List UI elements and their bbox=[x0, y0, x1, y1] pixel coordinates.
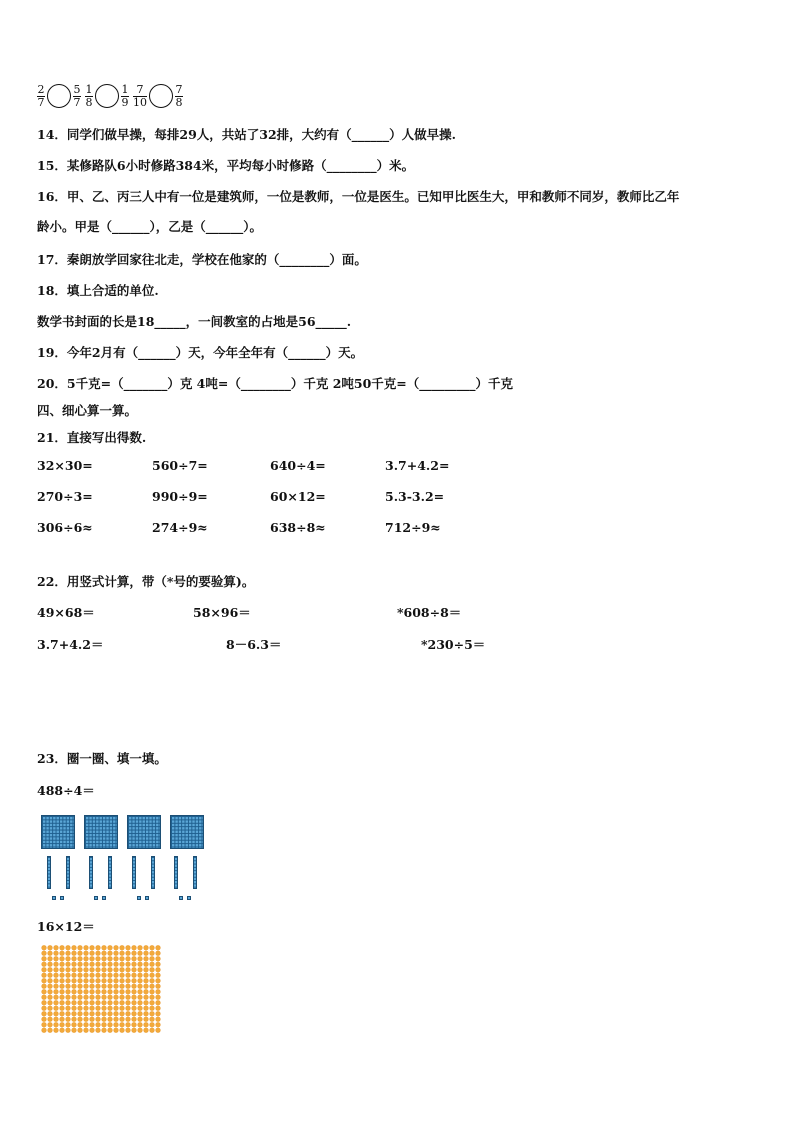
fraction: $\frac{1}{8}$ bbox=[85, 82, 93, 109]
unit-cube bbox=[187, 896, 191, 900]
calc-item: 990÷9= bbox=[152, 489, 208, 504]
fraction: $\frac{1}{9}$ bbox=[121, 82, 129, 109]
unit-cube bbox=[60, 896, 64, 900]
question-20: 20．5千克=（_______）克 4吨=（________）千克 2吨50千克=（_________）千克 bbox=[37, 376, 514, 391]
fraction: $\frac{7}{10}$ bbox=[133, 82, 147, 109]
question-18-title: 18．填上合适的单位. bbox=[37, 283, 159, 298]
question-23-title: 23．圈一圈、填一填。 bbox=[37, 751, 167, 766]
vertical-calc-item: *230÷5＝ bbox=[421, 637, 486, 652]
unit-cube bbox=[145, 896, 149, 900]
question-16-line1: 16．甲、乙、丙三人中有一位是建筑师，一位是教师，一位是医生。已知甲比医生大，甲和教师不同岁，教师比乙年 bbox=[37, 189, 680, 204]
vertical-calc-item: 58×96＝ bbox=[193, 605, 251, 620]
fraction-compare-row bbox=[37, 78, 183, 114]
compare-circle[interactable] bbox=[149, 84, 173, 108]
unit-cube bbox=[52, 896, 56, 900]
dot-array-figure bbox=[41, 945, 161, 1033]
vertical-calc-item: 49×68＝ bbox=[37, 605, 95, 620]
question-14: 14．同学们做早操，每排29人，共站了32排，大约有（______）人做早操. bbox=[37, 127, 457, 142]
question-18-body: 数学书封面的长是18_____，一间教室的占地是56_____. bbox=[37, 314, 352, 329]
calc-item: 3.7+4.2= bbox=[385, 458, 450, 473]
calc-item: 60×12= bbox=[270, 489, 326, 504]
calc-item: 306÷6≈ bbox=[37, 520, 93, 535]
unit-cube bbox=[102, 896, 106, 900]
fraction: $\frac{5}{7}$ bbox=[73, 82, 81, 109]
ten-rod bbox=[89, 856, 93, 889]
calc-item: 712÷9≈ bbox=[385, 520, 441, 535]
calc-item: 5.3-3.2= bbox=[385, 489, 445, 504]
vertical-calc-item: *608÷8＝ bbox=[397, 605, 462, 620]
compare-circle[interactable] bbox=[95, 84, 119, 108]
ten-rod bbox=[151, 856, 155, 889]
unit-cube bbox=[94, 896, 98, 900]
hundred-flat bbox=[127, 815, 161, 849]
question-22-title: 22．用竖式计算，带（*号的要验算)。 bbox=[37, 574, 255, 589]
hundred-flat bbox=[170, 815, 204, 849]
ten-rod bbox=[66, 856, 70, 889]
calc-item: 560÷7= bbox=[152, 458, 208, 473]
question-23-expr1: 488÷4＝ bbox=[37, 783, 95, 798]
hundred-flat bbox=[84, 815, 118, 849]
hundred-flat bbox=[41, 815, 75, 849]
fraction: $\frac{7}{8}$ bbox=[175, 82, 183, 109]
calc-item: 640÷4= bbox=[270, 458, 326, 473]
unit-cube bbox=[137, 896, 141, 900]
calc-item: 270÷3= bbox=[37, 489, 93, 504]
calc-item: 32×30= bbox=[37, 458, 93, 473]
question-17: 17．秦朗放学回家往北走，学校在他家的（________）面。 bbox=[37, 252, 367, 267]
section-heading: 四、细心算一算。 bbox=[37, 403, 138, 418]
question-15: 15．某修路队6小时修路384米，平均每小时修路（________）米。 bbox=[37, 158, 415, 173]
question-23-expr2: 16×12＝ bbox=[37, 919, 95, 934]
vertical-calc-item: 8－6.3＝ bbox=[226, 637, 282, 652]
compare-circle[interactable] bbox=[47, 84, 71, 108]
unit-cube bbox=[179, 896, 183, 900]
ten-rod bbox=[193, 856, 197, 889]
ten-rod bbox=[132, 856, 136, 889]
question-21-title: 21．直接写出得数. bbox=[37, 430, 147, 445]
question-19: 19．今年2月有（______）天，今年全年有（______）天。 bbox=[37, 345, 364, 360]
ten-rod bbox=[108, 856, 112, 889]
ten-rod bbox=[174, 856, 178, 889]
question-16-line2: 龄小。甲是（______），乙是（______）。 bbox=[37, 219, 263, 234]
vertical-calc-item: 3.7+4.2＝ bbox=[37, 637, 104, 652]
ten-rod bbox=[47, 856, 51, 889]
calc-item: 274÷9≈ bbox=[152, 520, 208, 535]
fraction: $\frac{2}{7}$ bbox=[37, 82, 45, 109]
calc-item: 638÷8≈ bbox=[270, 520, 326, 535]
